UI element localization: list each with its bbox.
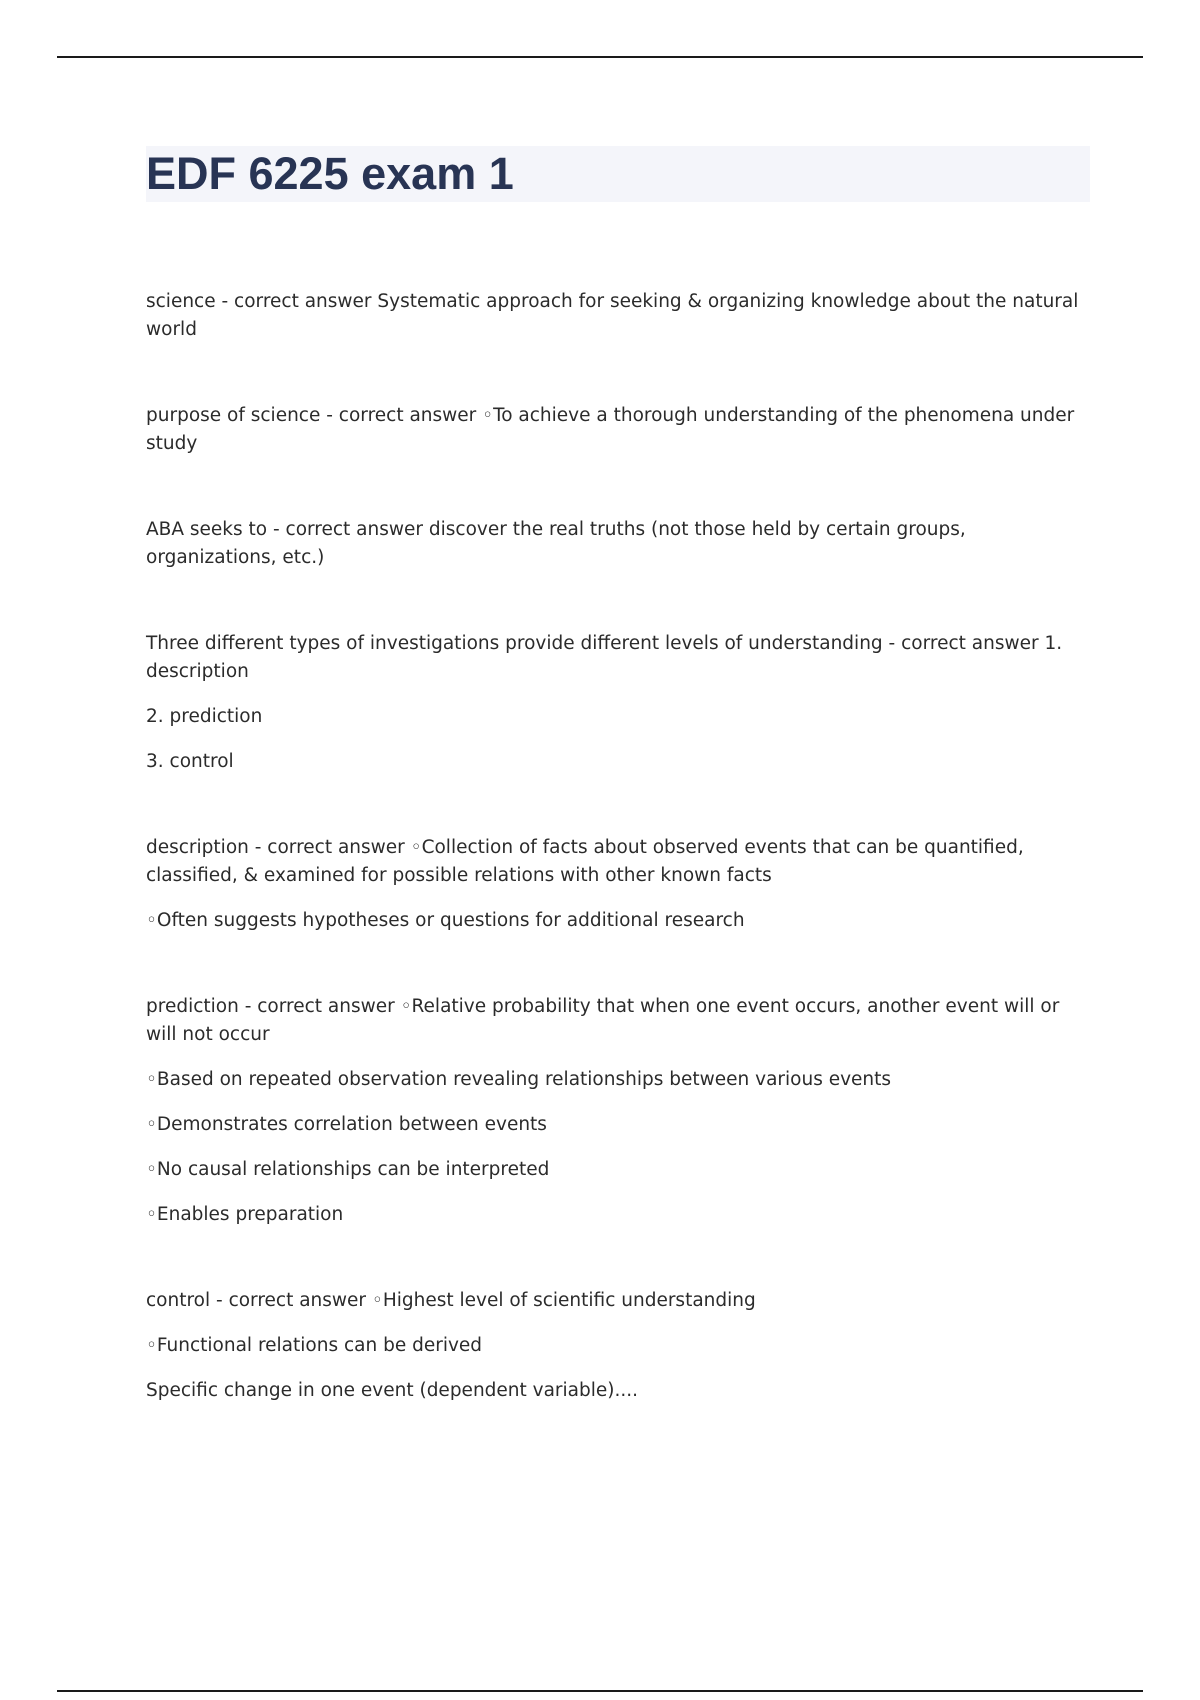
top-rule: [57, 56, 1143, 58]
entry-bullet: ◦No causal relationships can be interpreted: [146, 1159, 550, 1180]
entry-list-item: 2. prediction: [146, 706, 263, 727]
entry-text: prediction - correct answer ◦Relative probability that when one event occurs, another event will or will not occur: [146, 996, 1060, 1045]
qa-entry-control: [146, 1287, 1090, 1405]
entry-bullet: ◦Often suggests hypotheses or questions for additional research: [146, 910, 745, 931]
qa-entry-prediction: [146, 993, 1090, 1229]
entry-bullet: ◦Functional relations can be derived: [146, 1335, 483, 1356]
qa-entry-description: [146, 834, 1090, 935]
entry-text: Three different types of investigations provide different levels of understanding - correct answer 1. description: [146, 633, 1063, 682]
entry-text: science - correct answer Systematic approach for seeking & organizing knowledge about the natural world: [146, 291, 1079, 340]
entry-list-item: 3. control: [146, 751, 234, 772]
document-title: EDF 6225 exam 1: [146, 148, 514, 199]
qa-entry-three-types: [146, 630, 1090, 776]
entry-text: ABA seeks to - correct answer discover the real truths (not those held by certain groups, organizations, etc.): [146, 519, 966, 568]
entry-text: control - correct answer ◦Highest level of scientific understanding: [146, 1290, 756, 1311]
entry-bullet: ◦Based on repeated observation revealing relationships between various events: [146, 1069, 892, 1090]
entry-text: purpose of science - correct answer ◦To achieve a thorough understanding of the phenomena under study: [146, 405, 1075, 454]
document-body: [146, 288, 1090, 1463]
qa-entry-aba-seeks-to: [146, 516, 1090, 572]
qa-entry-purpose-of-science: [146, 402, 1090, 458]
entry-truncated-line: Specific change in one event (dependent variable)....: [146, 1380, 639, 1401]
bottom-rule: [57, 1690, 1143, 1692]
qa-entry-science: [146, 288, 1090, 344]
entry-bullet: ◦Demonstrates correlation between events: [146, 1114, 547, 1135]
entry-bullet: ◦Enables preparation: [146, 1204, 344, 1225]
entry-text: description - correct answer ◦Collection of facts about observed events that can be quantified, classified, & examined for possible relations with other known facts: [146, 837, 1024, 886]
